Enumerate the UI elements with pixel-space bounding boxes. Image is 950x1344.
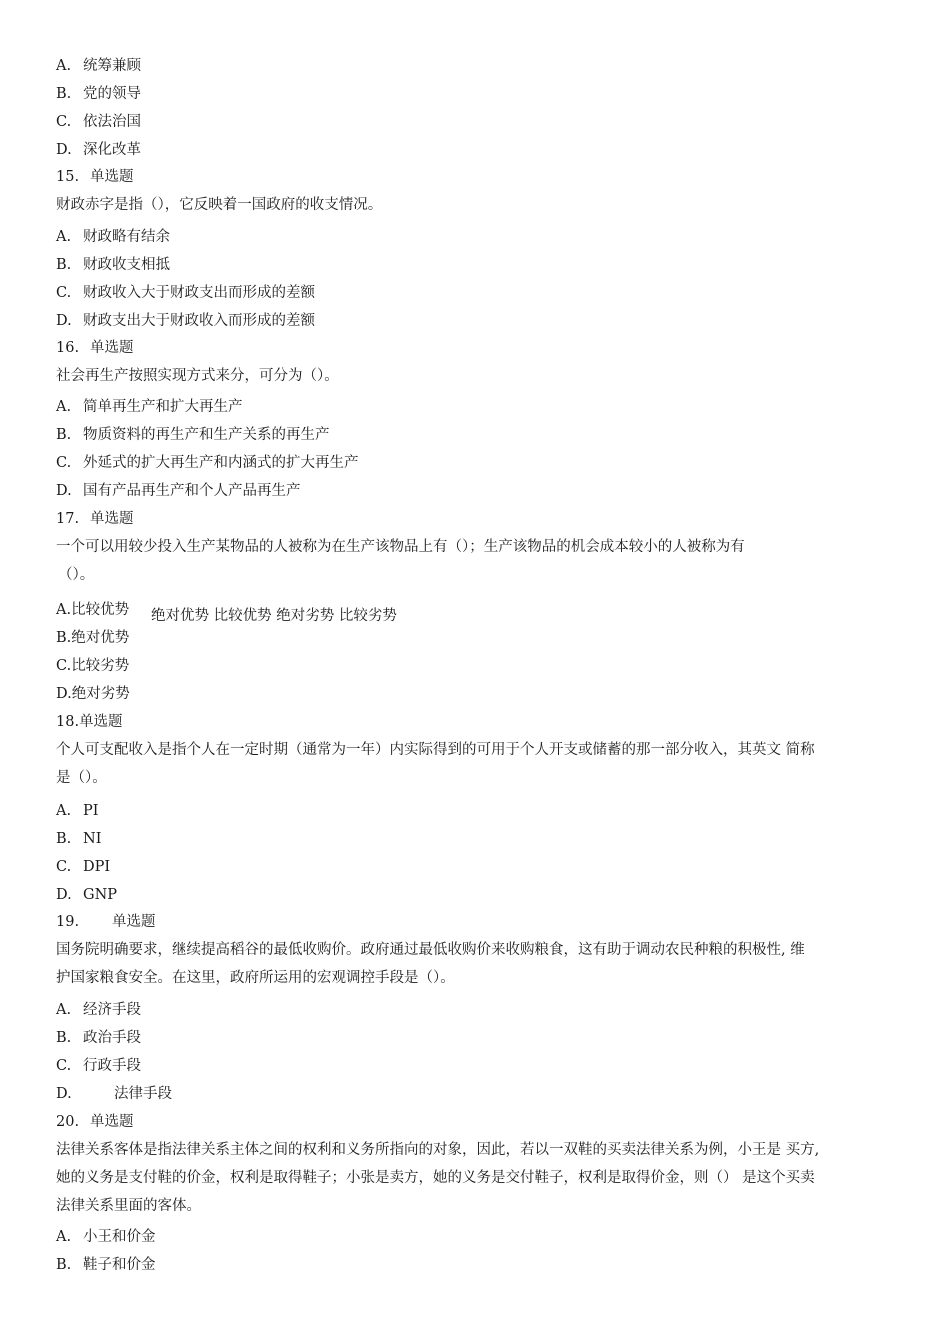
option-d xyxy=(56,885,117,905)
question-19-header xyxy=(56,912,156,932)
option-a xyxy=(56,1227,156,1247)
option-a xyxy=(56,600,129,620)
option-text: 财政略有结余 xyxy=(83,229,170,245)
option-letter: A. xyxy=(56,229,72,245)
option-letter: B. xyxy=(56,427,72,443)
option-letter: B. xyxy=(56,86,72,102)
question-type: 单选题 xyxy=(79,714,123,730)
option-letter: C. xyxy=(56,859,72,875)
option-text: DPI xyxy=(83,859,111,875)
option-text: 统筹兼顾 xyxy=(83,58,141,74)
question-15-stem: 财政赤字是指（），它反映着一国政府的收支情况。 xyxy=(56,197,383,213)
option-c xyxy=(56,112,141,132)
option-letter: D. xyxy=(56,1086,72,1102)
question-19-stem-line1: 国务院明确要求，继续提高稻谷的最低收购价。政府通过最低收购价来收购粮食，这有助于调动农民种粮的积极性, 维 xyxy=(56,942,805,958)
option-letter: A. xyxy=(56,399,72,415)
option-text: 物质资料的再生产和生产关系的再生产 xyxy=(83,427,330,443)
option-text: 鞋子和价金 xyxy=(83,1257,156,1273)
question-17-stem-line2: （）。 xyxy=(58,567,95,583)
option-text: 法律手段 xyxy=(114,1086,172,1102)
question-type: 单选题 xyxy=(90,169,134,185)
question-number: 15. xyxy=(56,169,80,185)
option-text: 绝对劣势 xyxy=(71,686,130,702)
option-letter: D. xyxy=(56,313,72,329)
question-number: 16. xyxy=(56,340,80,356)
option-a xyxy=(56,1000,141,1020)
option-letter: C. xyxy=(56,285,72,301)
option-b xyxy=(56,255,170,275)
question-number: 20. xyxy=(56,1114,80,1130)
option-c xyxy=(56,283,315,303)
option-letter: A. xyxy=(56,803,72,819)
option-c xyxy=(56,453,359,473)
option-letter: C. xyxy=(56,114,72,130)
question-19-stem-line2: 护国家粮食安全。在这里，政府所运用的宏观调控手段是（）。 xyxy=(56,970,455,986)
option-letter: D. xyxy=(56,887,72,903)
question-number: 18. xyxy=(56,714,80,730)
option-letter: B. xyxy=(56,1030,72,1046)
option-a xyxy=(56,227,170,247)
option-text: 国有产品再生产和个人产品再生产 xyxy=(83,483,301,499)
question-type: 单选题 xyxy=(90,1114,134,1130)
option-b xyxy=(56,84,141,104)
option-text: 财政收入大于财政支出而形成的差额 xyxy=(83,285,315,301)
option-d xyxy=(56,140,141,160)
option-letter: C. xyxy=(56,455,72,471)
option-text: 外延式的扩大再生产和内涵式的扩大再生产 xyxy=(83,455,359,471)
option-d xyxy=(56,684,130,704)
question-18-header xyxy=(56,712,123,732)
option-letter: B. xyxy=(56,1257,72,1273)
option-letter: D. xyxy=(56,483,72,499)
option-letter: C. xyxy=(56,1058,72,1074)
question-number: 19. xyxy=(56,914,80,930)
option-text: 依法治国 xyxy=(83,114,141,130)
question-20-header xyxy=(56,1112,134,1132)
option-text: 深化改革 xyxy=(83,142,141,158)
option-text: 行政手段 xyxy=(83,1058,141,1074)
option-letter: A. xyxy=(56,1002,72,1018)
question-20-stem-line1: 法律关系客体是指法律关系主体之间的权利和义务所指向的对象，因此，若以一双鞋的买卖法律关系为例，小王是 买方, xyxy=(56,1142,820,1158)
option-letter: B. xyxy=(56,630,72,646)
option-c xyxy=(56,857,110,877)
option-a xyxy=(56,56,141,76)
question-type: 单选题 xyxy=(112,914,156,930)
option-text: NI xyxy=(83,831,102,847)
option-b xyxy=(56,628,129,648)
option-letter: D. xyxy=(56,142,72,158)
option-d xyxy=(56,1084,172,1104)
option-d xyxy=(56,481,301,501)
option-text: 政治手段 xyxy=(83,1030,141,1046)
option-letter: A. xyxy=(56,602,72,618)
option-text: 财政收支相抵 xyxy=(83,257,170,273)
option-a xyxy=(56,397,243,417)
option-text: 简单再生产和扩大再生产 xyxy=(83,399,243,415)
option-b xyxy=(56,1028,141,1048)
option-text: 财政支出大于财政收入而形成的差额 xyxy=(83,313,315,329)
option-text: 经济手段 xyxy=(83,1002,141,1018)
question-18-stem-line1: 个人可支配收入是指个人在一定时期（通常为一年）内实际得到的可用于个人开支或储蓄的那一部分收入，其英文 简称 xyxy=(56,742,815,758)
question-type: 单选题 xyxy=(90,340,134,356)
question-16-stem: 社会再生产按照实现方式来分，可分为（）。 xyxy=(56,368,339,384)
option-letter: B. xyxy=(56,257,72,273)
option-b xyxy=(56,425,330,445)
option-text: GNP xyxy=(83,887,118,903)
question-16-header xyxy=(56,338,134,358)
option-letter: C. xyxy=(56,658,72,674)
option-a xyxy=(56,801,98,821)
option-text: 比较劣势 xyxy=(71,658,130,674)
question-18-stem-line2: 是（）。 xyxy=(56,770,107,786)
option-d xyxy=(56,311,315,331)
option-text: 小王和价金 xyxy=(83,1229,156,1245)
option-text: PI xyxy=(83,803,99,819)
question-20-stem-line3: 法律关系里面的客体。 xyxy=(56,1198,201,1214)
question-20-stem-line2: 她的义务是支付鞋的价金，权利是取得鞋子；小张是卖方，她的义务是交付鞋子，权利是取得价金，则（） 是这个买卖 xyxy=(56,1170,815,1186)
option-letter: A. xyxy=(56,58,72,74)
option-letter: A. xyxy=(56,1229,72,1245)
option-letter: B. xyxy=(56,831,72,847)
question-17-header xyxy=(56,509,134,529)
option-text: 绝对优势 xyxy=(71,630,130,646)
option-text: 党的领导 xyxy=(83,86,141,102)
option-c xyxy=(56,656,129,676)
question-type: 单选题 xyxy=(90,511,134,527)
option-letter: D. xyxy=(56,686,72,702)
option-b xyxy=(56,1255,156,1275)
option-c xyxy=(56,1056,141,1076)
answer-choices-note: 绝对优势 比较优势 绝对劣势 比较劣势 xyxy=(151,608,397,624)
option-text: 比较优势 xyxy=(71,602,130,618)
question-number: 17. xyxy=(56,511,80,527)
question-15-header xyxy=(56,167,134,187)
option-b xyxy=(56,829,101,849)
question-17-stem-line1: 一个可以用较少投入生产某物品的人被称为在生产该物品上有（）；生产该物品的机会成本较小的人被称为有 xyxy=(56,539,745,555)
